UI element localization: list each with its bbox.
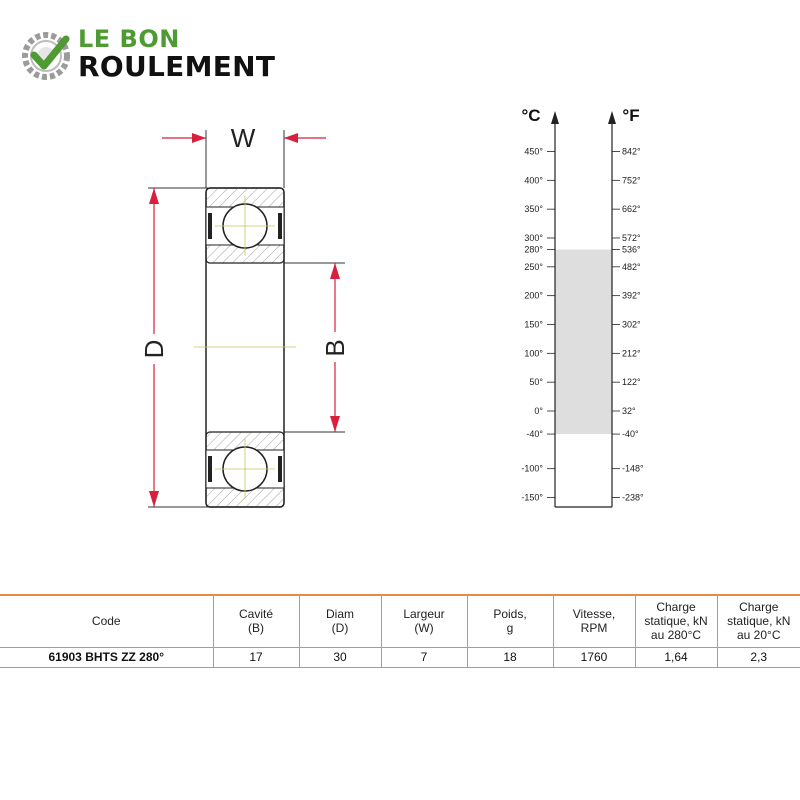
fahrenheit-tick-label: 536° (622, 244, 641, 255)
fahrenheit-tick-label: 212° (622, 348, 641, 359)
celsius-unit: °C (521, 106, 541, 125)
column-header-line: Vitesse, (572, 607, 616, 622)
column-header-line: Code (91, 614, 121, 629)
table-cell: 30 (299, 647, 381, 667)
fahrenheit-tick-label: -148° (622, 463, 644, 474)
fahrenheit-tick-label: 752° (622, 175, 641, 186)
column-header-line: (W) (414, 621, 434, 636)
column-header-line: au 20°C (737, 628, 781, 643)
fahrenheit-tick-label: -40° (622, 429, 639, 440)
fahrenheit-unit: °F (622, 106, 640, 125)
celsius-tick-label: 300° (524, 232, 543, 243)
celsius-tick-label: 450° (524, 146, 543, 157)
table-cell: 7 (381, 647, 467, 667)
brand-line-1: LE BON (78, 25, 180, 53)
table-row (0, 647, 800, 667)
column-header-line: Diam (325, 607, 354, 622)
fahrenheit-tick-label: 32° (622, 406, 636, 416)
celsius-axis-arrow (551, 111, 559, 124)
column-header-line: Cavité (238, 607, 273, 622)
fahrenheit-tick-label: 482° (622, 261, 641, 272)
product-code-cell: 61903 BHTS ZZ 280° (0, 647, 213, 667)
column-header-line: Largeur (403, 607, 445, 622)
bore-label: B (320, 339, 350, 357)
column-header (0, 595, 213, 647)
column-header (717, 595, 800, 647)
table-cell: 18 (467, 647, 553, 667)
celsius-tick-label: 280° (524, 244, 543, 255)
table-cell: 17 (213, 647, 299, 667)
fahrenheit-tick-label: 392° (622, 290, 641, 301)
column-header (467, 595, 553, 647)
celsius-tick-label: 250° (524, 261, 543, 272)
column-header (213, 595, 299, 647)
celsius-tick-label: 200° (524, 290, 543, 301)
column-header-line: Charge (656, 600, 696, 615)
column-header-line: Charge (739, 600, 779, 615)
celsius-tick-label: 100° (524, 348, 543, 359)
column-header-line: RPM (580, 621, 608, 636)
fahrenheit-tick-label: -238° (622, 492, 644, 503)
column-header-line: g (506, 621, 514, 636)
table-cell: 1760 (553, 647, 635, 667)
table-cell: 2,3 (750, 650, 768, 664)
celsius-tick-label: 350° (524, 204, 543, 215)
column-header-line: (B) (248, 621, 264, 636)
table-cell: 1,64 (635, 647, 717, 667)
celsius-tick-label: -100° (521, 463, 543, 474)
fahrenheit-tick-label: 842° (622, 146, 641, 157)
fahrenheit-tick-label: 662° (622, 204, 641, 215)
celsius-tick-label: 400° (524, 175, 543, 186)
width-label: W (230, 123, 256, 153)
column-header (635, 595, 717, 647)
column-header-line: statique, kN (727, 614, 791, 629)
celsius-tick-label: -150° (521, 492, 543, 503)
column-header-line: au 280°C (650, 628, 702, 643)
outer-diameter-label: D (139, 339, 169, 359)
fahrenheit-axis-arrow (608, 111, 616, 124)
celsius-tick-label: -40° (526, 429, 543, 440)
fahrenheit-tick-group (612, 146, 644, 502)
operating-range-band (555, 250, 612, 435)
column-header (553, 595, 635, 647)
celsius-tick-label: 50° (529, 377, 543, 388)
column-header-line: (D) (331, 621, 349, 636)
column-header-line: Poids, (493, 607, 527, 622)
table-body (0, 647, 800, 667)
fahrenheit-tick-label: 302° (622, 319, 641, 330)
column-header-line: statique, kN (644, 614, 708, 629)
column-header (299, 595, 381, 647)
fahrenheit-tick-label: 572° (622, 232, 641, 243)
specs-table (0, 594, 800, 668)
celsius-tick-group (521, 146, 555, 502)
table-header-row (0, 595, 800, 647)
celsius-tick-label: 0° (534, 406, 543, 416)
fahrenheit-tick-label: 122° (622, 377, 641, 388)
column-header (381, 595, 467, 647)
celsius-tick-label: 150° (524, 319, 543, 330)
brand-line-2: ROULEMENT (78, 50, 276, 83)
